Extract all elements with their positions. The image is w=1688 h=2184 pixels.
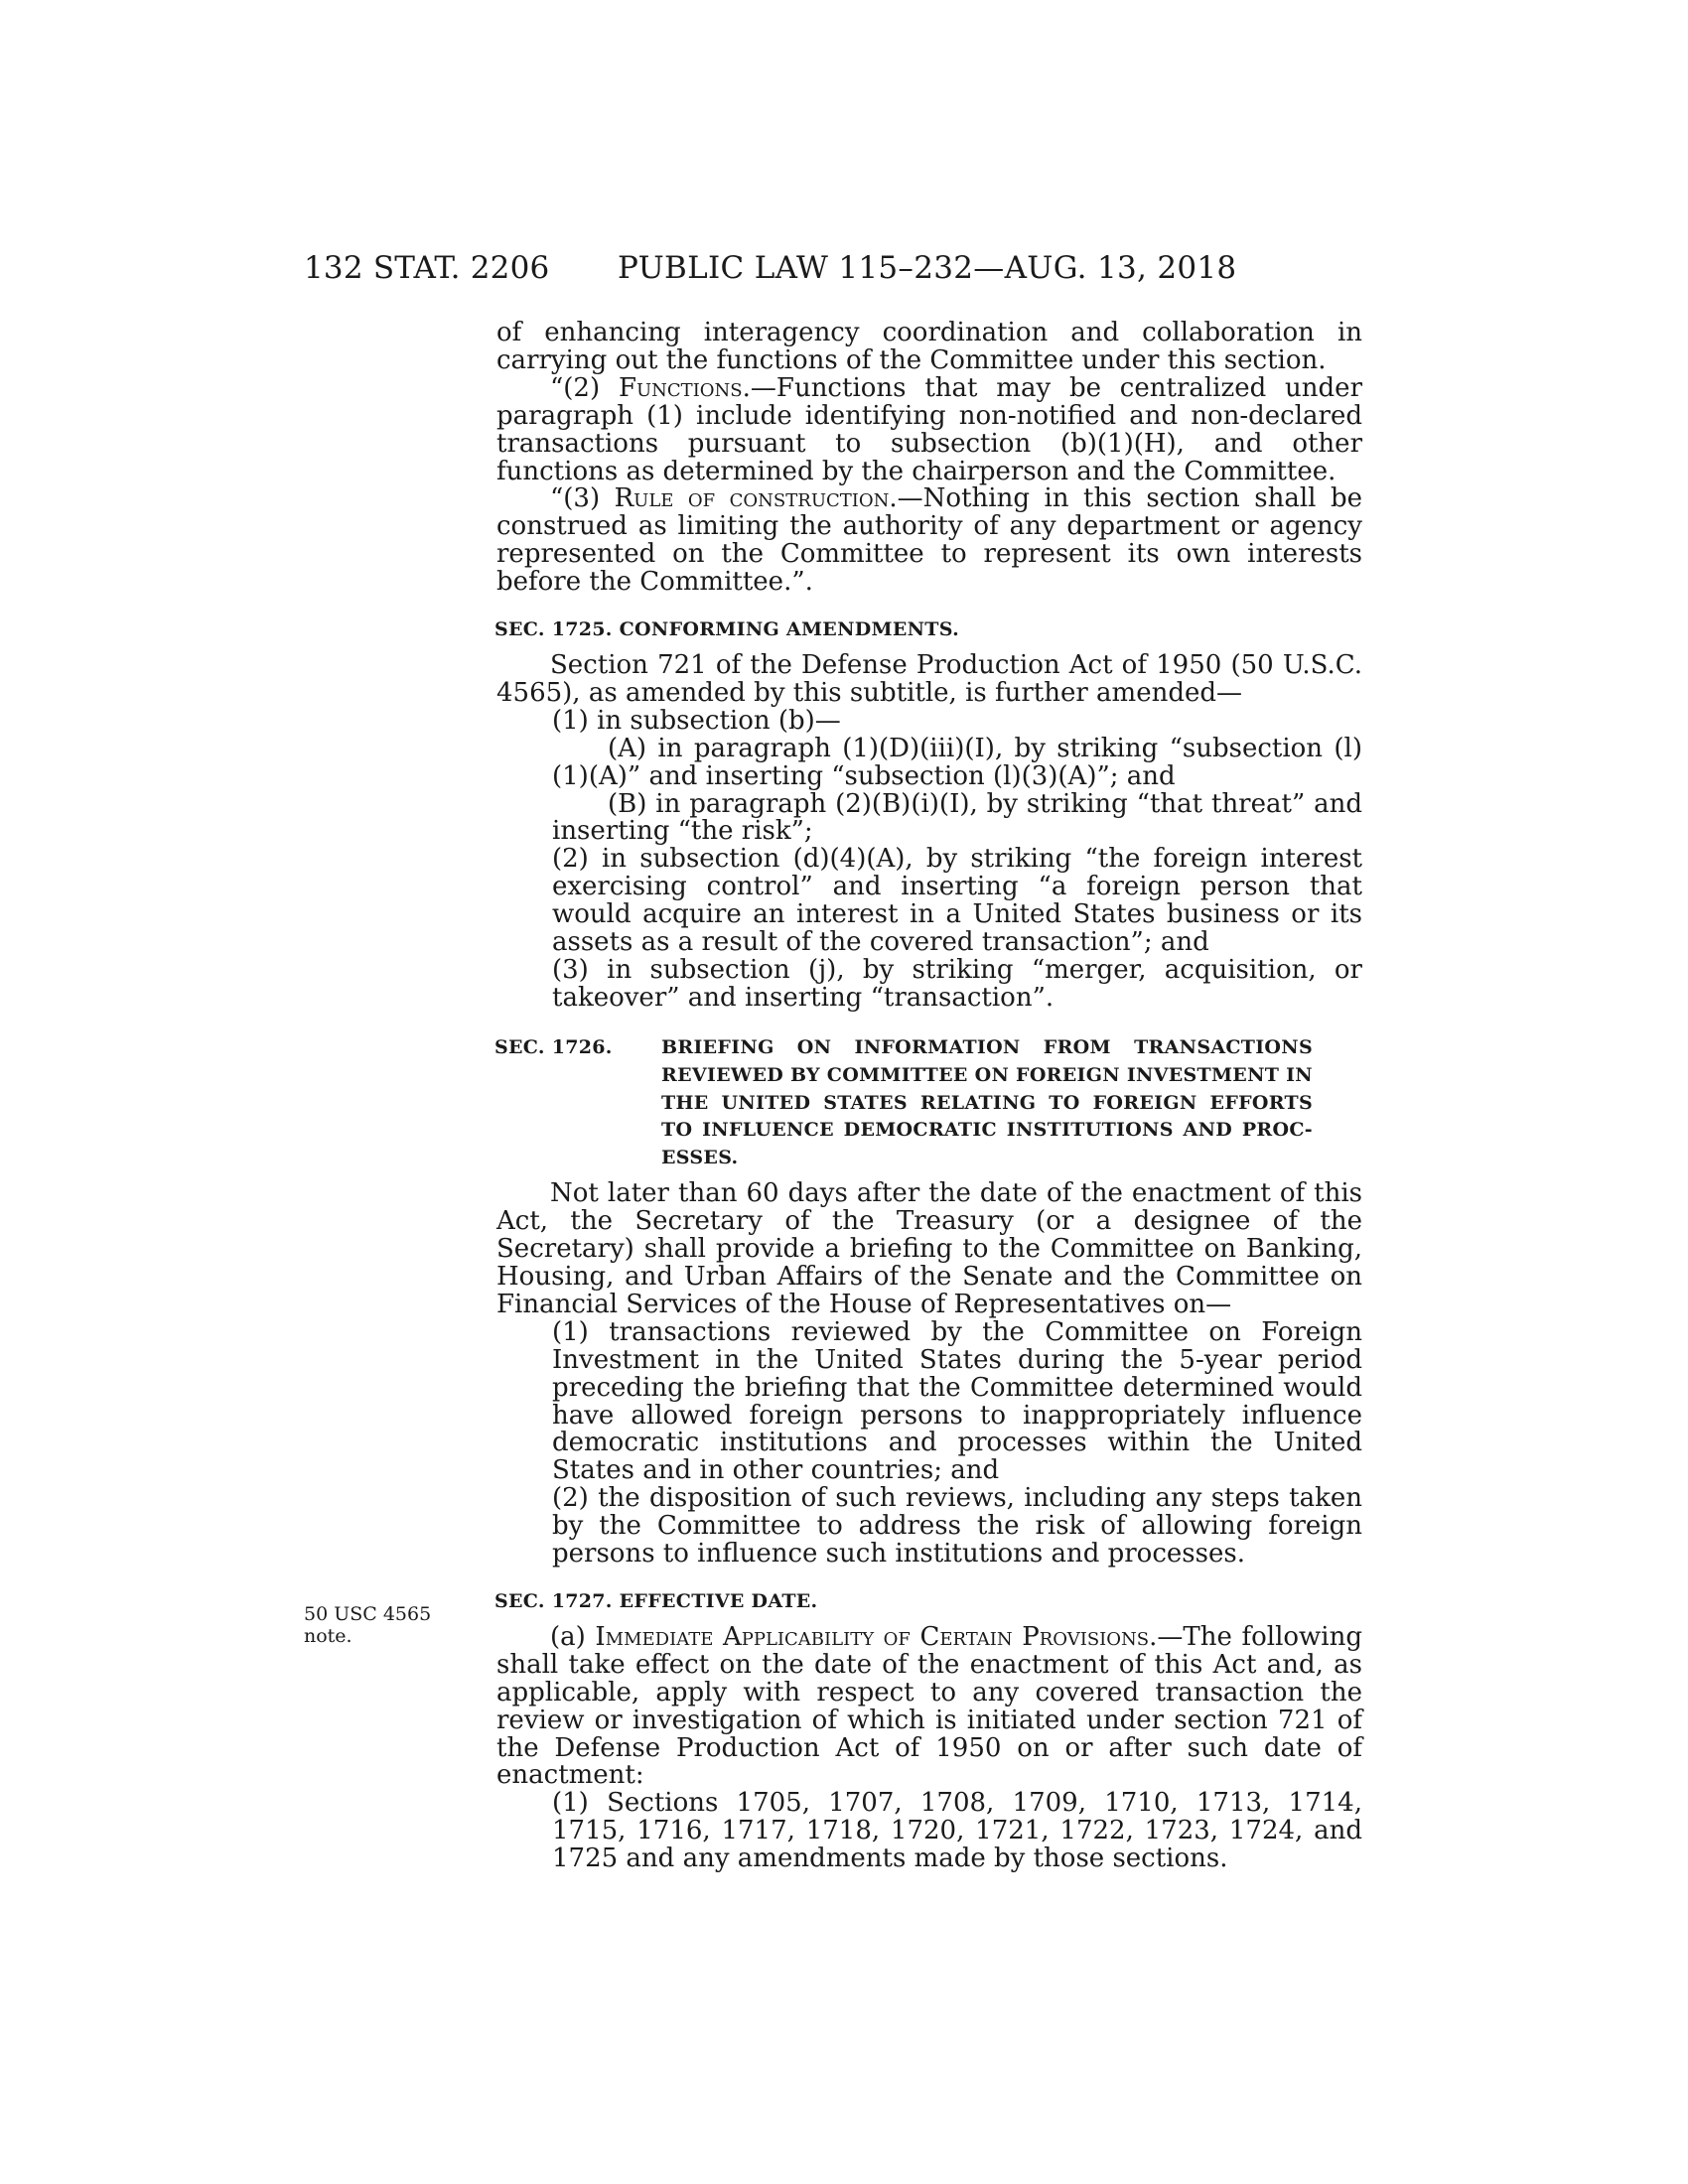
- section-heading-1727: SEC. 1727. EFFECTIVE DATE.: [494, 1589, 818, 1612]
- list-item: (A) in paragraph (1)(D)(iii)(I), by striking “subsection (l)(1)(A)” and inserting “subsection (l)(3)(A)”; and: [552, 733, 1362, 791]
- list-item: (2) the disposition of such reviews, including any steps taken by the Committee to address the risk of allowing foreign persons to influence such institutions and processes.: [552, 1483, 1362, 1570]
- section-title: BRIEFING ON INFORMATION FROM TRANSACTIONS REVIEWED BY COMMITTEE ON FOREIGN INVESTMENT IN THE UNITED STATES RELATING TO FOREIGN EFFORTS TO INFLUENCE DEMOCRATIC INSTITUTIONS AND PROC- ESSES.: [661, 1035, 1313, 1169]
- subsection-label: Immediate Applicability of Certain Provisions: [595, 1621, 1150, 1652]
- list-item: (1) Sections 1705, 1707, 1708, 1709, 1710, 1713, 1714, 1715, 1716, 1717, 1718, 1720, 1721, 1722, 1723, 1724, and 1725 and any amendments made by those sections.: [552, 1788, 1362, 1874]
- margin-note-line-1: 50 USC 4565: [304, 1603, 432, 1625]
- margin-note: [304, 1603, 431, 1647]
- paragraph-functions: “(2) Functions.—Functions that may be centralized under paragraph (1) include identifying non-notified and non-declared transactions pursuant to subsection (b)(1)(H), and other functions as determined by the chairperson and the Committee.: [496, 372, 1362, 486]
- public-law-header: PUBLIC LAW 115–232—AUG. 13, 2018: [618, 250, 1237, 286]
- section-1725-intro: Section 721 of the Defense Production Act of 1950 (50 U.S.C. 4565), as amended by this subtitle, is further amended—: [496, 649, 1362, 708]
- section-heading-1725: SEC. 1725. CONFORMING AMENDMENTS.: [494, 618, 960, 641]
- section-heading-1726: [494, 1034, 1362, 1173]
- subsection-immediate-applicability: (a) Immediate Applicability of Certain Provisions.—The following shall take effect on the date of the enactment of this Act and, as applicable, apply with respect to any covered transaction the review or investigation of which is initiated under section 721 of the Defense Production Act of 1950 on or after such date of enactment:: [496, 1621, 1362, 1791]
- margin-note-line-2: note.: [304, 1625, 352, 1647]
- paragraph-label: Rule of construction: [614, 483, 890, 514]
- list-item: (2) in subsection (d)(4)(A), by striking “the foreign interest exercising control” and inserting “a foreign person that would acquire an interest in a United States business or its assets as a result of the covered transaction”; and: [552, 844, 1362, 958]
- statute-page-number: 132 STAT. 2206: [304, 250, 550, 286]
- list-item: (3) in subsection (j), by striking “merger, acquisition, or takeover” and inserting “transaction”.: [552, 954, 1362, 1013]
- list-item: (1) in subsection (b)—: [552, 705, 841, 736]
- section-1726-intro: Not later than 60 days after the date of the enactment of this Act, the Secretary of the Treasury (or a designee of the Secretary) shall provide a briefing to the Committee on Banking, Housing, and Urban Affairs of the Senate and the Committee on Financial Services of the House of Representatives on—: [496, 1178, 1362, 1319]
- list-item: (1) transactions reviewed by the Committee on Foreign Investment in the United States during the 5-year period preceding the briefing that the Committee determined would have allowed foreign persons to inappropriately influence democratic institutions and processes within the United States and in other countries; and: [552, 1316, 1362, 1486]
- paragraph-rule-of-construction: “(3) Rule of construction.—Nothing in this section shall be construed as limiting the authority of any department or agency represented on the Committee to represent its own interests before the Committee.”.: [496, 483, 1362, 598]
- main-text-column: [496, 320, 1362, 1873]
- paragraph-label: Functions: [618, 372, 743, 403]
- list-item: (B) in paragraph (2)(B)(i)(I), by striking “that threat” and inserting “the risk”;: [552, 788, 1362, 847]
- continuation-paragraph: of enhancing interagency coordination and collaboration in carrying out the functions of the Committee under this section.: [496, 318, 1362, 375]
- section-number: SEC. 1726.: [494, 1035, 613, 1058]
